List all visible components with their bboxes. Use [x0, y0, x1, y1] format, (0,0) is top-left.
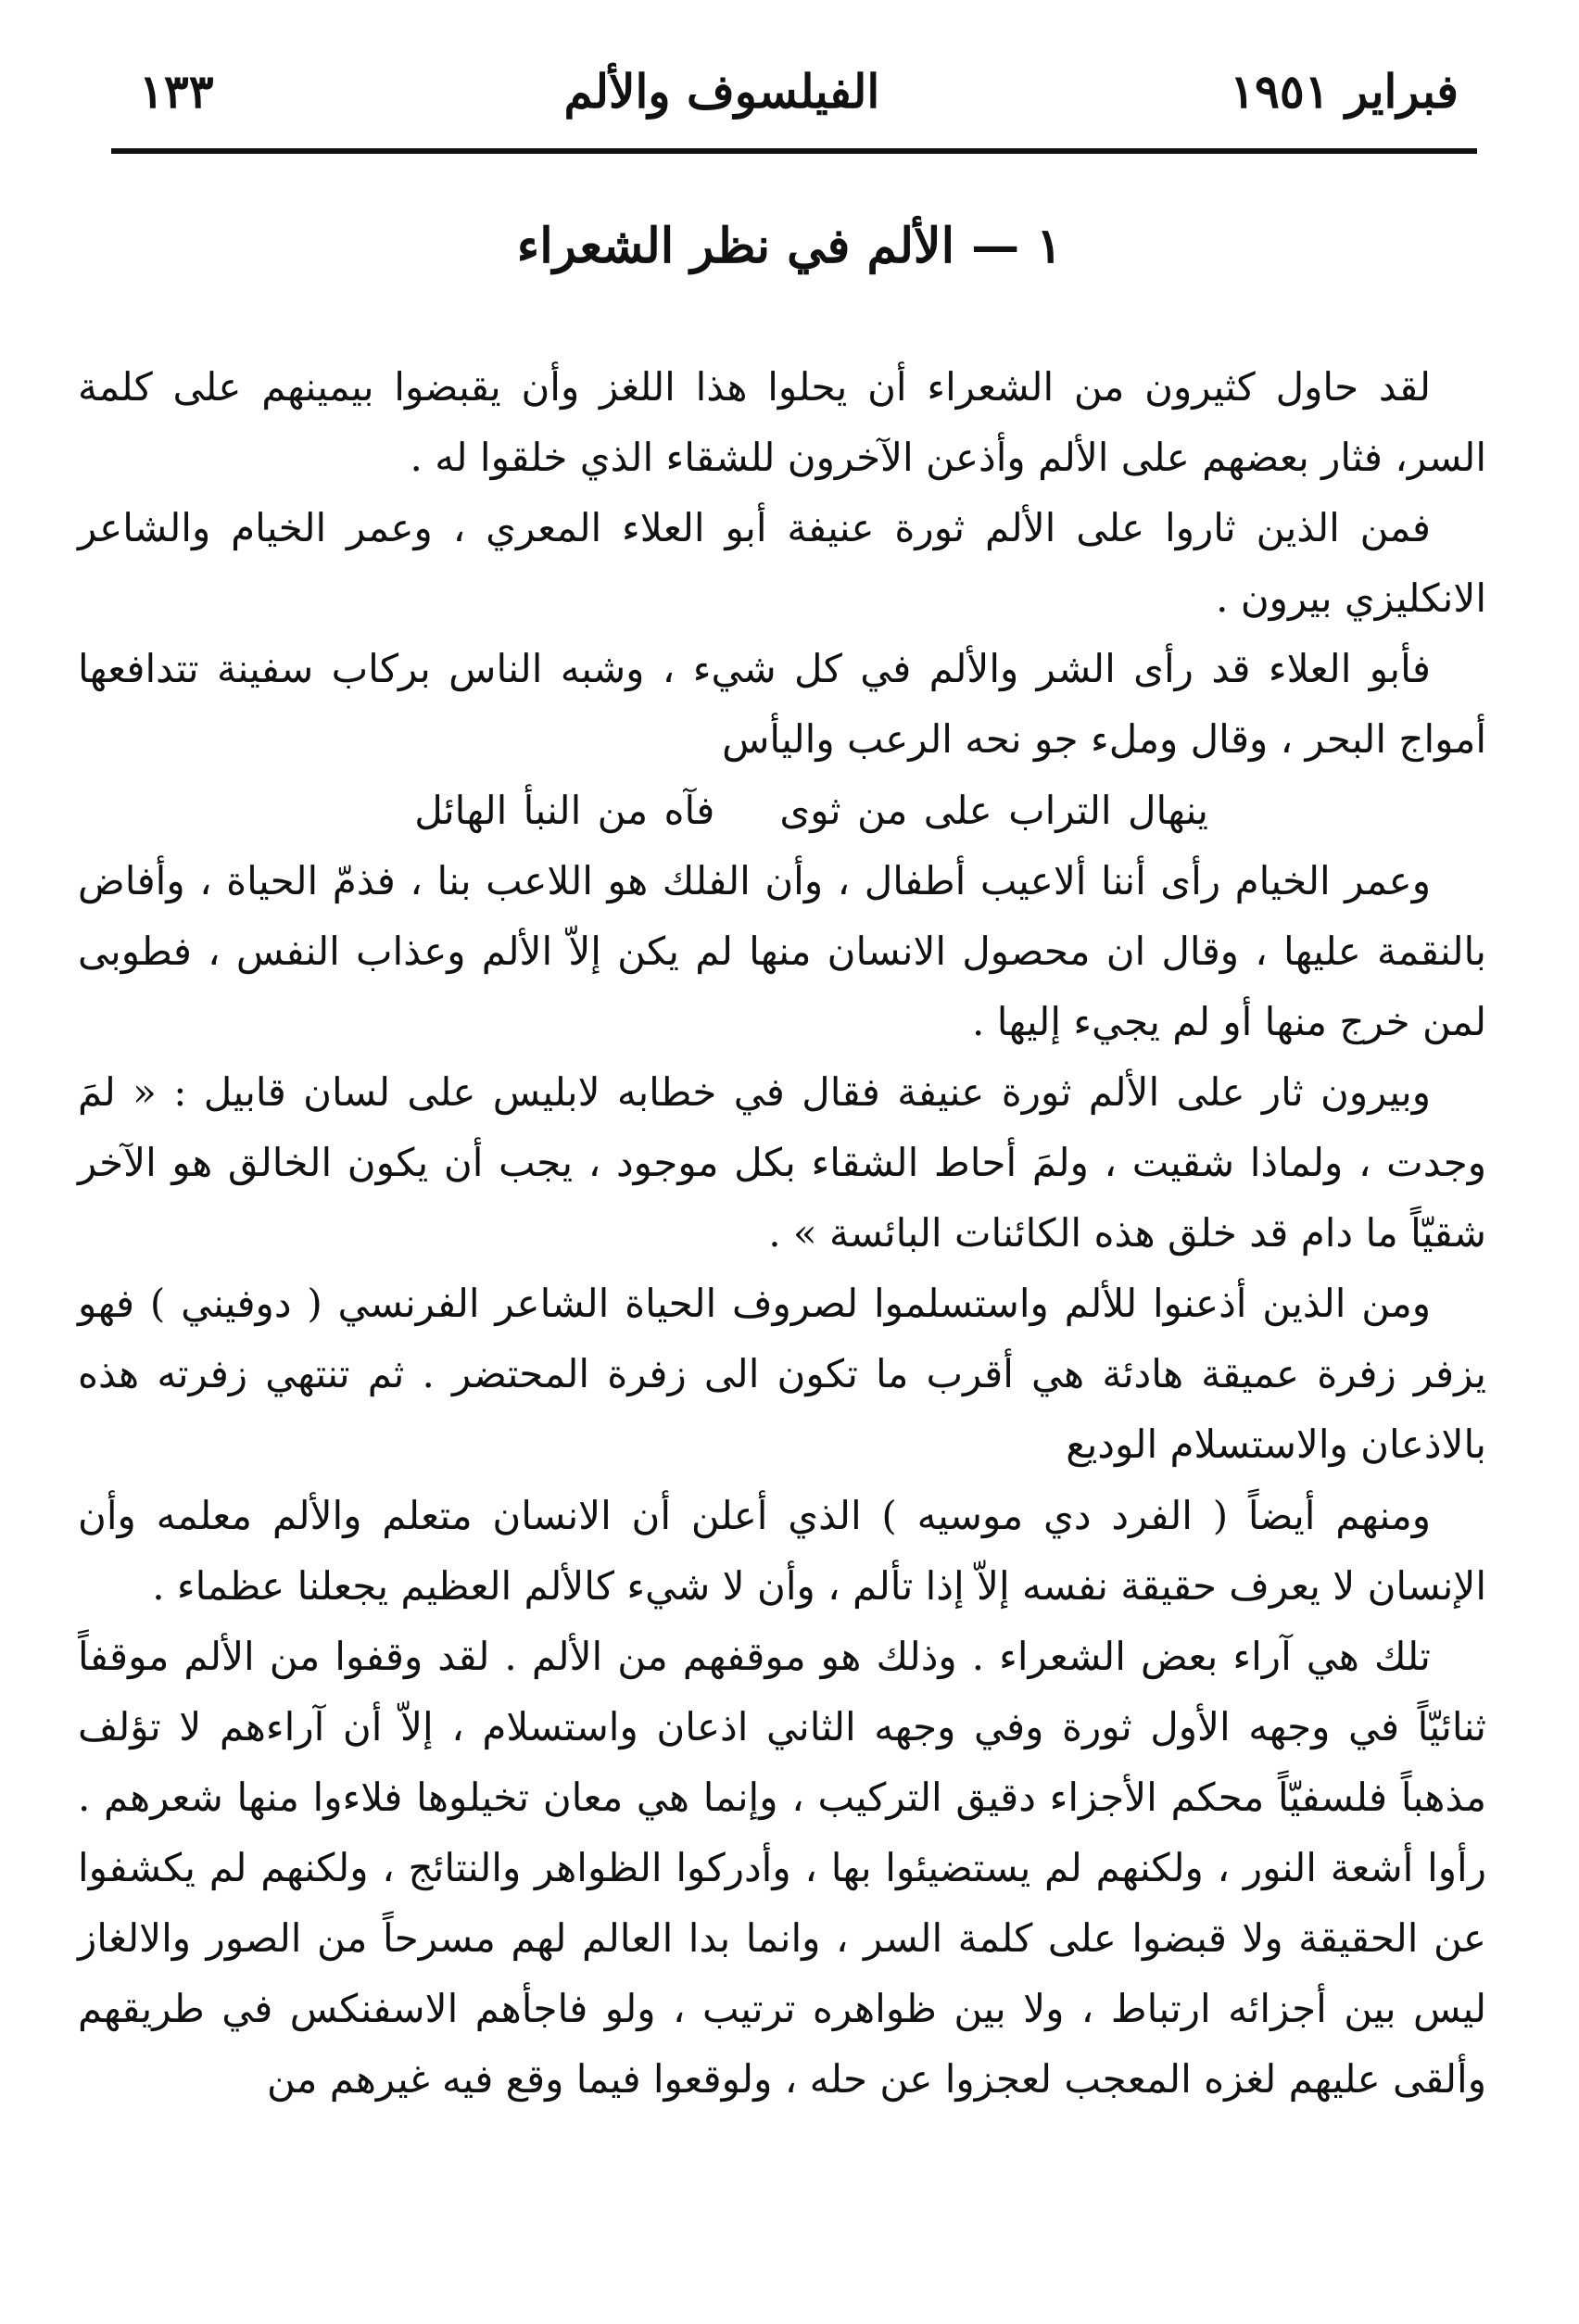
header-date: فبراير ١٩٥١ — [1230, 63, 1459, 119]
running-header — [139, 54, 1459, 128]
header-rule — [111, 148, 1477, 154]
paragraph: ومنهم أيضاً ( الفرد دي موسيه ) الذي أعلن أن الانسان متعلم والألم معلمه وأن الإنسان لا يعرف حقيقة نفسه إلاّ إذا تألم ، وأن لا شيء كالألم العظيم يجعلنا عظماء . — [78, 1492, 1486, 1609]
poem-verse — [78, 776, 1486, 846]
header-title: الفيلسوف والألم — [563, 63, 880, 119]
verse-second-hemistich: فآه من النبأ الهائل — [414, 787, 715, 833]
paragraph: فأبو العلاء قد رأى الشر والألم في كل شيء ، وشبه الناس بركاب سفينة تتدافعها أمواج البحر ، وقال وملء جو نحه الرعب واليأس — [78, 646, 1486, 763]
paragraph: وبيرون ثار على الألم ثورة عنيفة فقال في خطابه لابليس على لسان قابيل : « لمَ وجدت ، ولماذا شقيت ، ولمَ أحاط الشقاء بكل موجود ، يجب أن يكون الخالق هو الآخر شقيّاً ما دام قد خلق هذه الكائنات البائسة » . — [78, 1068, 1486, 1257]
paragraph: فمن الذين ثاروا على الألم ثورة عنيفة أبو العلاء المعري ، وعمر الخيام والشاعر الانكليزي بيرون . — [78, 505, 1486, 622]
page-number: ١٣٣ — [139, 63, 214, 119]
paragraph: وعمر الخيام رأى أننا ألاعيب أطفال ، وأن الفلك هو اللاعب بنا ، فذمّ الحياة ، وأفاض بالنقمة عليها ، وقال ان محصول الانسان منها لم يكن إلاّ الألم وعذاب النفس ، فطوبى لمن خرج منها أو لم يجيء إليها . — [78, 857, 1486, 1044]
paragraph: لقد حاول كثيرون من الشعراء أن يحلوا هذا اللغز وأن يقبضوا بيمينهم على كلمة السر، فثار بعضهم على الألم وأذعن الآخرون للشقاء الذي خلقوا له . — [78, 364, 1486, 481]
verse-first-hemistich: ينهال التراب على من ثوى — [779, 787, 1208, 833]
body-text — [78, 352, 1486, 2115]
paragraph: ومن الذين أذعنوا للألم واستسلموا لصروف الحياة الشاعر الفرنسي ( دوفيني ) فهو يزفر زفرة عميقة هادئة هي أقرب ما تكون الى زفرة المحتضر . ثم تنتهي زفرته هذه بالاذعان والاستسلام الوديع — [78, 1281, 1486, 1468]
section-title: ١ — الألم في نظر الشعراء — [516, 218, 1063, 274]
paragraph: تلك هي آراء بعض الشعراء . وذلك هو موقفهم من الألم . لقد وقفوا من الألم موقفاً ثنائيّاً في وجهه الأول ثورة وفي وجهه الثاني اذعان واستسلام ، إلاّ أن آراءهم لا تؤلف مذهباً فلسفيّاً محكم الأجزاء دقيق التركيب ، وإنما هي معان تخيلوها فلاءوا منها شعرهم . رأوا أشعة النور ، ولكنهم لم يستضيئوا بها ، وأدركوا الظواهر والنتائج ، ولكنهم لم يكشفوا عن الحقيقة ولا قبضوا على كلمة السر ، وانما بدا العالم لهم مسرحاً من الصور والالغاز ليس بين أجزائه ارتباط ، ولا بين ظواهره ترتيب ، ولو فاجأهم الاسفنكس في طريقهم وألقى عليهم لغزه المعجب لعجزوا عن حله ، ولوقعوا فيما وقع فيه غيرهم من — [78, 1633, 1486, 2103]
